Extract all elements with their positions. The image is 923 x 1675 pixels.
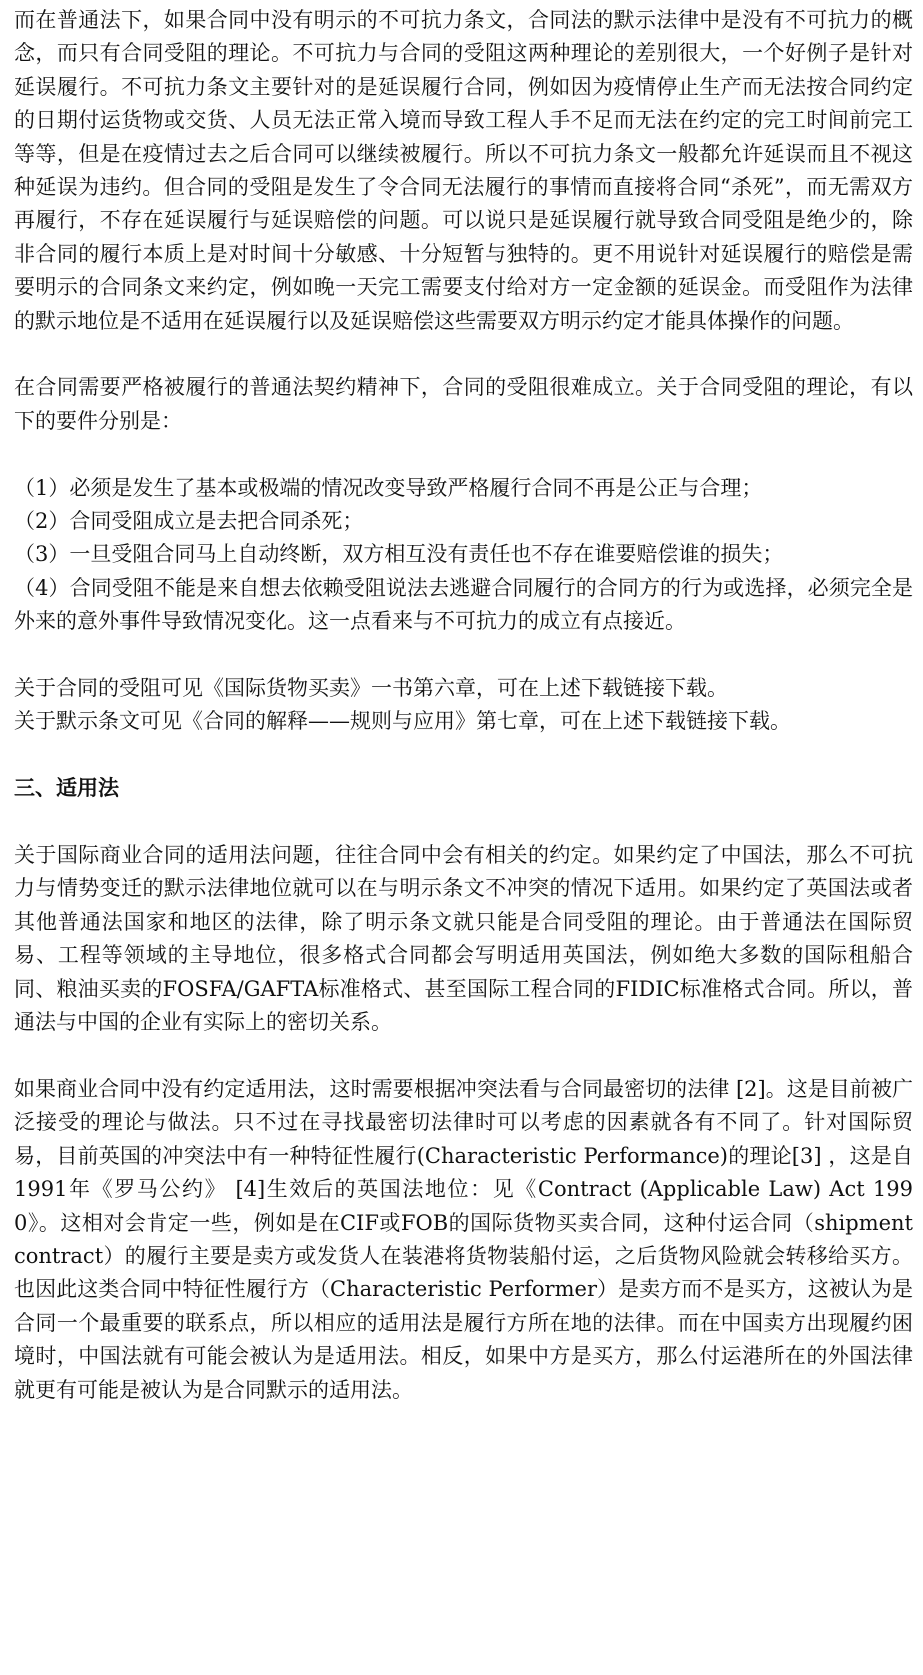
paragraph-conflict-of-laws: 如果商业合同中没有约定适用法，这时需要根据冲突法看与合同最密切的法律 [2]。这是目前被广泛接受的理论与做法。只不过在寻找最密切法律时可以考虑的因素就各有不同了。针对国际贸易，目前英国的冲突法中有一种特征性履行(Characteristic Performance)的理论[3] ，这是自1991年《罗马公约》 [4]生效后的英国法地位：见《Contract (Applicable Law) Act 1990》。这相对会肯定一些，例如是在CIF或FOB的国际货物买卖合同，这种付运合同（shipment contract）的履行主要是卖方或发货人在装港将货物装船付运，之后货物风险就会转移给买方。也因此这类合同中特征性履行方（Characteristic Performer）是卖方而不是买方，这被认为是合同一个最重要的联系点，所以相应的适用法是履行方所在地的法律。而在中国卖方出现履约困境时，中国法就有可能会被认为是适用法。相反，如果中方是买方，那么付运港所在的外国法律就更有可能是被认为是合同默示的适用法。 [14, 1076, 913, 1402]
paragraph-applicable-law: 关于国际商业合同的适用法问题，往往合同中会有相关的约定。如果约定了中国法，那么不可抗力与情势变迁的默示法律地位就可以在与明示条文不冲突的情况下适用。如果约定了英国法或者其他普通法国家和地区的法律，除了明示条文就只能是合同受阻的理论。由于普通法在国际贸易、工程等领域的主导地位，很多格式合同都会写明适用英国法，例如绝大多数的国际租船合同、粮油买卖的FOSFA/GAFTA标准格式、甚至国际工程合同的FIDIC标准格式合同。所以，普通法与中国的企业有实际上的密切关系。 [14, 843, 913, 1035]
list-item: （1）必须是发生了基本或极端的情况改变导致严格履行合同不再是公正与合理； [14, 475, 763, 500]
section-heading: 三、适用法 [14, 776, 119, 801]
paragraph-frustration-requirements-intro: 在合同需要严格被履行的普通法契约精神下，合同的受阻很难成立。关于合同受阻的理论，有以下的要件分别是： [14, 375, 913, 433]
reference-line: 关于默示条文可见《合同的解释——规则与应用》第七章，可在上述下载链接下载。 [14, 709, 791, 734]
reference-line: 关于合同的受阻可见《国际货物买卖》一书第六章，可在上述下载链接下载。 [14, 676, 728, 701]
requirements-list [14, 472, 913, 639]
paragraph-frustration-vs-force-majeure: 而在普通法下，如果合同中没有明示的不可抗力条文，合同法的默示法律中是没有不可抗力的概念，而只有合同受阻的理论。不可抗力与合同的受阻这两种理论的差别很大，一个好例子是针对延误履行。不可抗力条文主要针对的是延误履行合同，例如因为疫情停止生产而无法按合同约定的日期付运货物或交货、人员无法正常入境而导致工程人手不足而无法在约定的完工时间前完工等等，但是在疫情过去之后合同可以继续被履行。所以不可抗力条文一般都允许延误而且不视这种延误为违约。但合同的受阻是发生了令合同无法履行的事情而直接将合同“杀死”，而无需双方再履行，不存在延误履行与延误赔偿的问题。可以说只是延误履行就导致合同受阻是绝少的，除非合同的履行本质上是对时间十分敏感、十分短暂与独特的。更不用说针对延误履行的赔偿是需要明示的合同条文来约定，例如晚一天完工需要支付给对方一定金额的延误金。而受阻作为法律的默示地位是不适用在延误履行以及延误赔偿这些需要双方明示约定才能具体操作的问题。 [14, 8, 913, 333]
list-item: （3）一旦受阻合同马上自动终断，双方相互没有责任也不存在谁要赔偿谁的损失； [14, 542, 784, 567]
list-item: （4）合同受阻不能是来自想去依赖受阻说法去逃避合同履行的合同方的行为或选择，必须完全是外来的意外事件导致情况变化。这一点看来与不可抗力的成立有点接近。 [14, 575, 913, 634]
list-item: （2）合同受阻成立是去把合同杀死； [14, 509, 364, 534]
references-block [14, 672, 913, 739]
